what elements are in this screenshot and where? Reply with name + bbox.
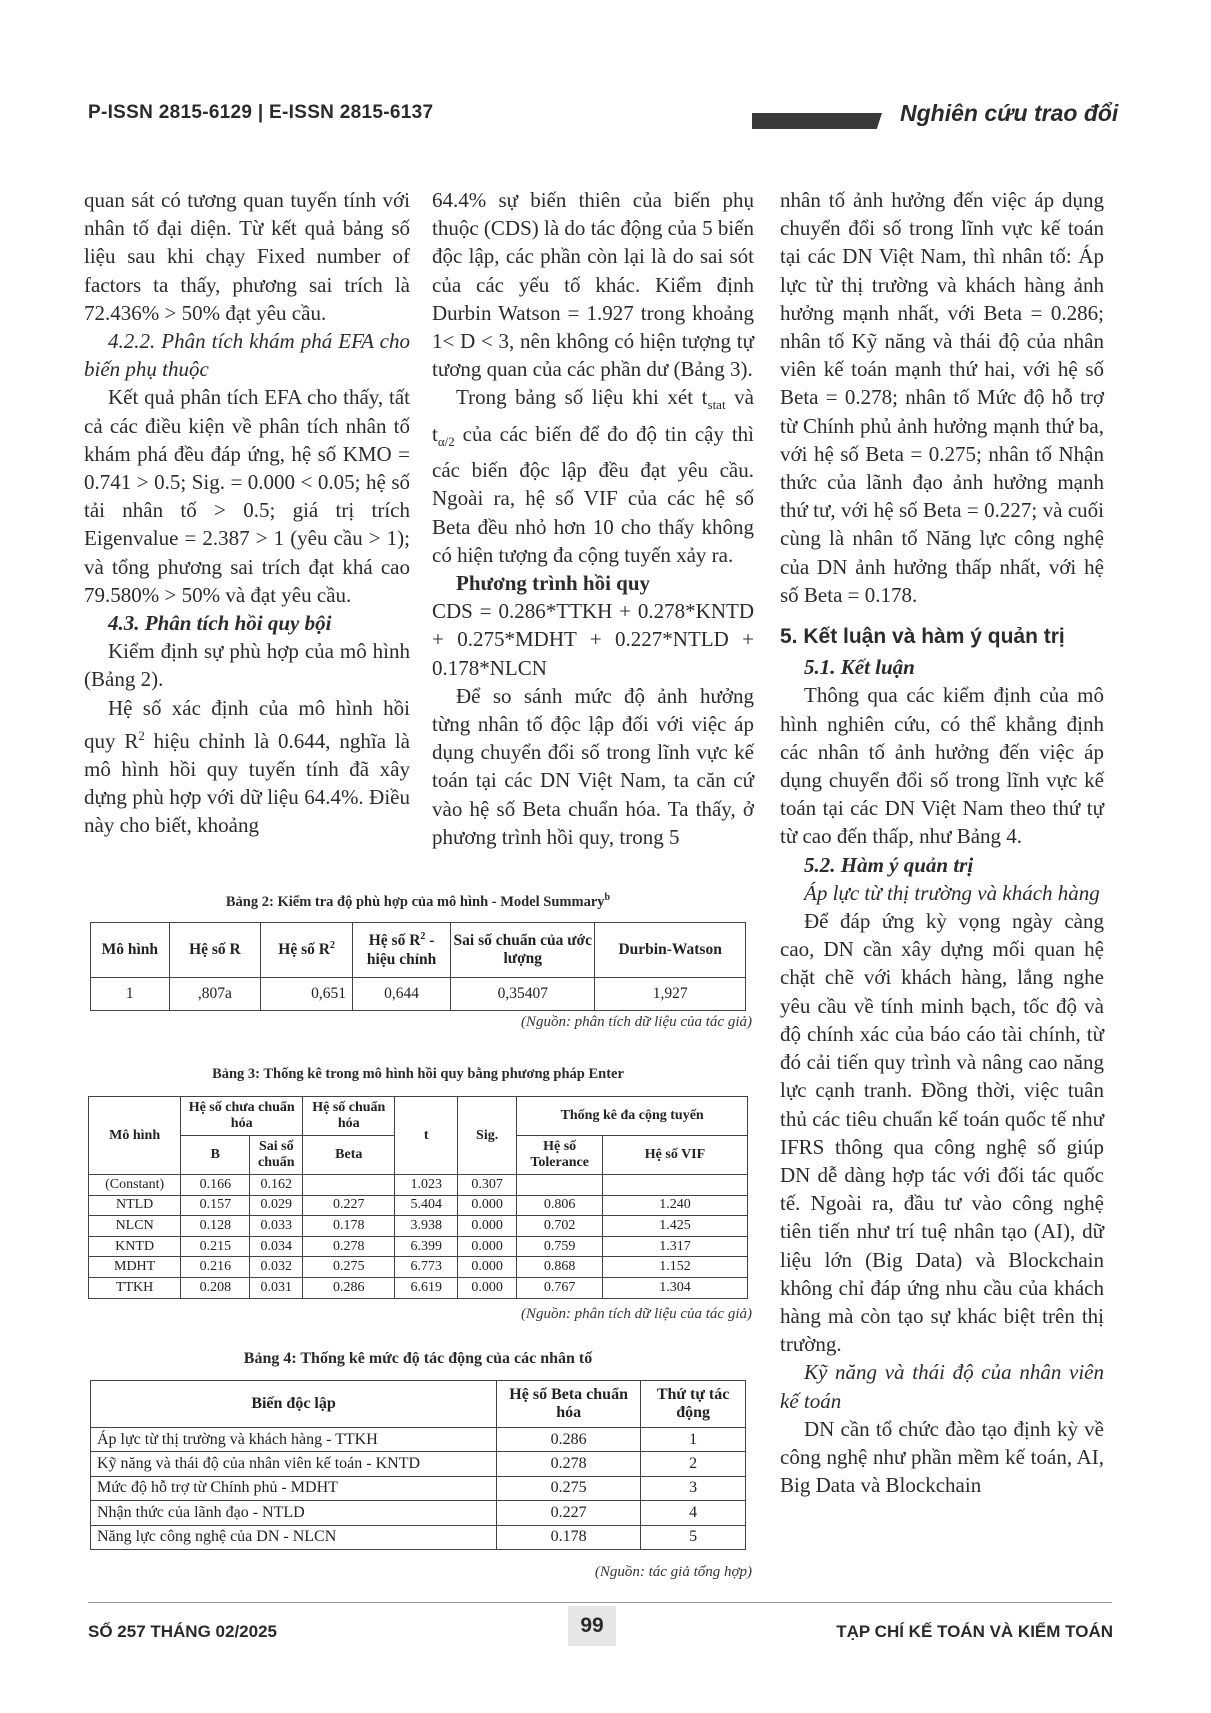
- header-text: - hiệu chỉnh: [366, 932, 437, 968]
- header-cell: Sai số chuẩn của ước lượng: [451, 923, 595, 978]
- header-cell: [352, 923, 450, 978]
- subscript: α/2: [437, 434, 455, 449]
- column-1: [84, 186, 410, 840]
- section-title: Nghiên cứu trao đổi: [900, 100, 1119, 126]
- table-cell: [517, 1175, 603, 1196]
- text-run: và t: [432, 385, 755, 446]
- table-cell: 0.767: [517, 1277, 603, 1298]
- table-cell: TTKH: [89, 1277, 181, 1298]
- paragraph: Thông qua các kiểm định của mô hình nghiên cứu, có thể khẳng định các nhân tố ảnh hưởng đến việc áp dụng chuyển đổi số trong lĩnh vực kế toán tại các DN Việt Nam theo thứ tự từ cao đến thấp, như Bảng 4.: [780, 683, 1104, 849]
- header-cell: Thứ tự tác động: [641, 1381, 746, 1428]
- header-text: Hệ số R: [278, 941, 330, 959]
- table-cell: 3: [641, 1476, 746, 1500]
- table-cell: Mức độ hỗ trợ từ Chính phủ - MDHT: [91, 1476, 497, 1500]
- table-cell: [602, 1175, 747, 1196]
- text-run: Trong bảng số liệu khi xét t: [456, 385, 708, 410]
- table-2-caption: [84, 892, 752, 911]
- header-cell: B: [181, 1136, 250, 1175]
- footer-rule: [88, 1602, 1112, 1603]
- table-cell: Áp lực từ thị trường và khách hàng - TTKH: [91, 1428, 497, 1452]
- table-cell: 6.619: [395, 1277, 458, 1298]
- table-row: [89, 1277, 748, 1298]
- table-cell: 0.157: [181, 1195, 250, 1216]
- table-row: [91, 1452, 746, 1476]
- table-cell: 0.128: [181, 1216, 250, 1237]
- table-cell: 1.317: [602, 1236, 747, 1257]
- table-cell: (Constant): [89, 1175, 181, 1196]
- table-cell: 0.215: [181, 1236, 250, 1257]
- table-cell: 0.806: [517, 1195, 603, 1216]
- header-cell: Hệ số R: [169, 923, 261, 978]
- text-run: hiệu chỉnh là 0.644, nghĩa là mô hình hồi quy tuyến tính đã xây dựng phù hợp với dữ liệu 64.4%. Điều này cho biết, khoảng: [84, 728, 410, 838]
- table-cell: 0.307: [458, 1175, 517, 1196]
- table-cell: 0.032: [250, 1257, 303, 1278]
- table-cell: 0.031: [250, 1277, 303, 1298]
- table-cell: 0.868: [517, 1257, 603, 1278]
- table-cell: 0.702: [517, 1216, 603, 1237]
- table-cell: 0.286: [303, 1277, 395, 1298]
- table-cell: 1.304: [602, 1277, 747, 1298]
- table-cell: 5.404: [395, 1195, 458, 1216]
- table-cell: 4: [641, 1501, 746, 1525]
- table-cell: 1: [641, 1428, 746, 1452]
- table-cell: ,807a: [169, 978, 261, 1011]
- table-cell: 0.216: [181, 1257, 250, 1278]
- table-cell: 0.278: [303, 1236, 395, 1257]
- subheading-staff-skills: Kỹ năng và thái độ của nhân viên kế toán: [780, 1360, 1104, 1413]
- caption-text: Bảng 2: Kiểm tra độ phù hợp của mô hình - Model Summary: [225, 893, 605, 910]
- table-cell: 1.425: [602, 1216, 747, 1237]
- table-row: [91, 1476, 746, 1500]
- table-4-factor-impact: [90, 1380, 746, 1550]
- table-cell: 0.286: [497, 1428, 641, 1452]
- text-run: Hệ số xác định của mô hình hồi quy R: [84, 695, 410, 753]
- table-3-regression-coefficients: [88, 1096, 748, 1299]
- table-4-caption: Bảng 4: Thống kê mức độ tác động của các nhân tố: [243, 1350, 593, 1367]
- paragraph: [84, 694, 410, 840]
- table-row: [89, 1175, 748, 1196]
- header-cell: Hệ số VIF: [602, 1136, 747, 1175]
- table-2-source: (Nguồn: phân tích dữ liệu của tác giả): [520, 1014, 752, 1030]
- table-cell: 0.000: [458, 1277, 517, 1298]
- table-row: [91, 1525, 746, 1549]
- table-cell: 0.000: [458, 1195, 517, 1216]
- table-cell: 0.178: [497, 1525, 641, 1549]
- header-cell: Hệ số chưa chuẩn hóa: [181, 1097, 303, 1136]
- table-cell: 0.029: [250, 1195, 303, 1216]
- table-cell: 1,927: [595, 978, 746, 1011]
- header-cell: Mô hình: [89, 1097, 181, 1175]
- table-cell: 0.208: [181, 1277, 250, 1298]
- header-cell: Sai số chuẩn: [250, 1136, 303, 1175]
- issue-label: SỐ 257 THÁNG 02/2025: [88, 1622, 277, 1641]
- table-cell: 1.023: [395, 1175, 458, 1196]
- table-cell: 6.399: [395, 1236, 458, 1257]
- header-cell: Thống kê đa cộng tuyến: [517, 1097, 748, 1136]
- paragraph: quan sát có tương quan tuyến tính với nhân tố đại diện. Từ kết quả bảng số liệu sau khi chạy Fixed number of factors ta thấy, phương sai trích là 72.436% > 50% đạt yêu cầu.: [84, 188, 410, 325]
- table-cell: 0.275: [497, 1476, 641, 1500]
- page-number: 99: [580, 1614, 604, 1637]
- table-cell: 0.000: [458, 1257, 517, 1278]
- table-cell: NLCN: [89, 1216, 181, 1237]
- table-3-source: (Nguồn: phân tích dữ liệu của tác giả): [520, 1306, 752, 1322]
- regression-equation: CDS = 0.286*TTKH + 0.278*KNTD + 0.275*MDHT + 0.227*NTLD + 0.178*NLCN: [432, 599, 754, 680]
- table-cell: 1.240: [602, 1195, 747, 1216]
- table-cell: 3.938: [395, 1216, 458, 1237]
- table-cell: 0.162: [250, 1175, 303, 1196]
- paragraph: Kiểm định sự phù hợp của mô hình (Bảng 2).: [84, 639, 410, 692]
- text-run: của các biến để đo độ tin cậy thì các biến độc lập đều đạt yêu cầu. Ngoài ra, hệ số VIF của các hệ số Beta đều nhỏ hơn 10 cho thấy không có hiện tượng đa cộng tuyến xảy ra.: [432, 421, 754, 567]
- table-cell: Nhận thức của lãnh đạo - NTLD: [91, 1501, 497, 1525]
- header-text: Hệ số R: [368, 932, 421, 950]
- table-cell: 0.166: [181, 1175, 250, 1196]
- table-header-row: [91, 1381, 746, 1428]
- table-row: [89, 1236, 748, 1257]
- header-cell: Mô hình: [91, 923, 170, 978]
- header-cell: Hệ số Tolerance: [517, 1136, 603, 1175]
- paragraph: 64.4% sự biến thiên của biến phụ thuộc (CDS) là do tác động của 5 biến độc lập, các phần còn lại là do sai sót của các yếu tố khác. Kiểm định Durbin Watson = 1.927 trong khoảng 1< D < 3, nên không có hiện tượng tự tương quan của các phần dư (Bảng 3).: [432, 188, 754, 382]
- table-cell: NTLD: [89, 1195, 181, 1216]
- table-cell: 2: [641, 1452, 746, 1476]
- table-cell: 0,644: [352, 978, 450, 1011]
- table-header-row: [89, 1097, 748, 1136]
- section-heading-4-3: 4.3. Phân tích hồi quy bội: [108, 611, 332, 636]
- header-cell: Sig.: [458, 1097, 517, 1175]
- table-cell: 1.152: [602, 1257, 747, 1278]
- table-cell: 0,35407: [451, 978, 595, 1011]
- table-cell: 0,651: [261, 978, 353, 1011]
- subscript: stat: [707, 397, 726, 413]
- issn-header: P-ISSN 2815-6129 | E-ISSN 2815-6137: [88, 102, 434, 123]
- table-cell: Kỹ năng và thái độ của nhân viên kế toán - KNTD: [91, 1452, 497, 1476]
- section-heading-5: 5. Kết luận và hàm ý quản trị: [780, 625, 1065, 649]
- table-cell: 0.000: [458, 1216, 517, 1237]
- superscript: b: [604, 892, 611, 903]
- paragraph: Kết quả phân tích EFA cho thấy, tất cả các điều kiện về phân tích nhân tố khám phá đều đáp ứng, hệ số KMO = 0.741 > 0.5; Sig. = 0.000 < 0.05; hệ số tải nhân tố > 0.5; giá trị trích Eigenvalue = 2.387 > 1 (yêu cầu > 1); và tổng phương sai trích đạt khá cao 79.580% > 50% và đạt yêu cầu.: [84, 385, 410, 607]
- table-cell: KNTD: [89, 1236, 181, 1257]
- subsection-heading-4-2-2: 4.2.2. Phân tích khám phá EFA cho biến phụ thuộc: [84, 329, 410, 382]
- paragraph: [432, 383, 754, 569]
- table-cell: 0.178: [303, 1216, 395, 1237]
- table-cell: 0.033: [250, 1216, 303, 1237]
- table-cell: 0.034: [250, 1236, 303, 1257]
- header-cell: [261, 923, 353, 978]
- paragraph: DN cần tổ chức đào tạo định kỳ về công nghệ như phần mềm kế toán, AI, Big Data và Blockchain: [780, 1416, 1104, 1498]
- subheading-market-pressure: Áp lực từ thị trường và khách hàng: [804, 880, 1100, 905]
- equation-heading: Phương trình hồi quy: [456, 571, 651, 596]
- column-2: [432, 186, 754, 851]
- table-row: [91, 1501, 746, 1525]
- table-cell: 5: [641, 1525, 746, 1549]
- superscript: 2: [420, 931, 426, 943]
- journal-name: TẠP CHÍ KẾ TOÁN VÀ KIỂM TOÁN: [836, 1622, 1113, 1641]
- paragraph: nhân tố ảnh hưởng đến việc áp dụng chuyển đổi số trong lĩnh vực kế toán tại các DN Việt Nam, thì nhân tố: Áp lực từ thị trường và khách hàng ảnh hưởng mạnh nhất, với Beta = 0.286; nhân tố Kỹ năng và thái độ của nhân viên kế toán mạnh thứ hai, với hệ số Beta = 0.278; nhân tố Mức độ hỗ trợ từ Chính phủ ảnh hưởng mạnh thứ ba, với hệ số Beta = 0.275; nhân tố Nhận thức của lãnh đạo ảnh hưởng mạnh thứ tư, với hệ số Beta = 0.227; và cuối cùng là nhân tố Năng lực công nghệ của DN ảnh hưởng thấp nhất, với hệ số Beta = 0.178.: [780, 188, 1104, 607]
- table-row: [91, 978, 746, 1011]
- superscript: 2: [329, 940, 335, 952]
- table-row: [89, 1195, 748, 1216]
- table-cell: 0.227: [303, 1195, 395, 1216]
- table-cell: 0.278: [497, 1452, 641, 1476]
- header-cell: Hệ số Beta chuẩn hóa: [497, 1381, 641, 1428]
- header-bar: [752, 113, 882, 129]
- table-cell: 1: [91, 978, 170, 1011]
- table-cell: 0.275: [303, 1257, 395, 1278]
- table-4-source: (Nguồn: tác giả tổng hợp): [594, 1564, 752, 1580]
- subsection-heading-5-1: 5.1. Kết luận: [804, 655, 915, 680]
- table-row: [89, 1216, 748, 1237]
- table-row: [89, 1257, 748, 1278]
- header-cell: Hệ số chuẩn hóa: [303, 1097, 395, 1136]
- table-cell: 6.773: [395, 1257, 458, 1278]
- table-row: [91, 1428, 746, 1452]
- header-cell: Durbin-Watson: [595, 923, 746, 978]
- table-cell: 0.759: [517, 1236, 603, 1257]
- superscript: 2: [138, 727, 145, 743]
- table-cell: MDHT: [89, 1257, 181, 1278]
- table-header-row: [91, 923, 746, 978]
- paragraph: Để đáp ứng kỳ vọng ngày càng cao, DN cần xây dựng mối quan hệ chặt chẽ với khách hàng, lắng nghe yêu cầu về tính minh bạch, tốc độ và độ chính xác của báo cáo tài chính, từ đó cải tiến quy trình và nâng cao năng lực cạnh tranh. Đồng thời, việc tuân thủ các tiêu chuẩn kế toán quốc tế như IFRS thông qua công nghệ số giúp DN dễ dàng hợp tác với đối tác quốc tế. Ngoài ra, đầu tư vào công nghệ tiên tiến như trí tuệ nhân tạo (AI), dữ liệu lớn (Big Data) và Blockchain không chỉ đáp ứng nhu cầu của khách hàng mà còn tạo sự khác biệt trên thị trường.: [780, 909, 1104, 1357]
- table-3-caption: Bảng 3: Thống kê trong mô hình hồi quy bằng phương pháp Enter: [212, 1066, 624, 1082]
- table-cell: [303, 1175, 395, 1196]
- column-3: [780, 186, 1104, 1499]
- header-cell: t: [395, 1097, 458, 1175]
- table-2-model-summary: [90, 922, 746, 1011]
- header-cell: Beta: [303, 1136, 395, 1175]
- paragraph: Để so sánh mức độ ảnh hưởng từng nhân tố độc lập đối với việc áp dụng chuyển đổi số trong lĩnh vực kế toán tại các DN Việt Nam, ta căn cứ vào hệ số Beta chuẩn hóa. Ta thấy, ở phương trình hồi quy, trong 5: [432, 683, 754, 849]
- table-cell: 0.000: [458, 1236, 517, 1257]
- header-cell: Biến độc lập: [91, 1381, 497, 1428]
- table-cell: 0.227: [497, 1501, 641, 1525]
- subsection-heading-5-2: 5.2. Hàm ý quản trị: [804, 852, 974, 877]
- table-cell: Năng lực công nghệ của DN - NLCN: [91, 1525, 497, 1549]
